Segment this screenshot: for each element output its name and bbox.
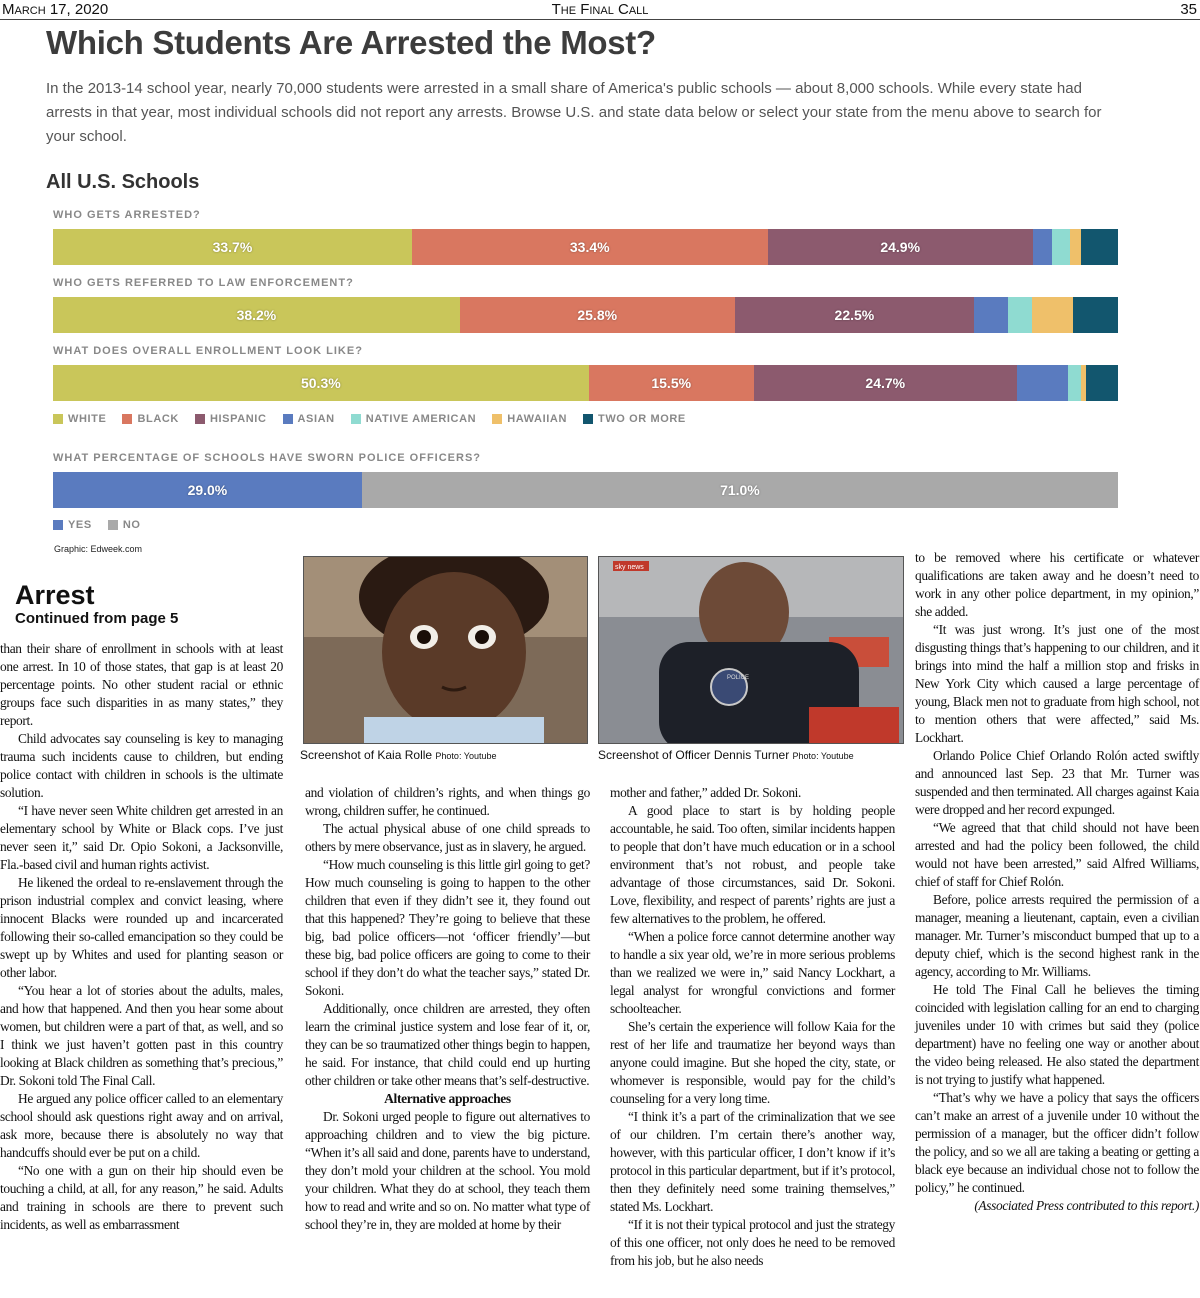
paragraph: “That’s why we have a policy that says the officers can’t make an arrest of a juvenile under 10 without the permission of a manager, but the officer didn’t follow the policy, and so we all are taking a beating or getting a black eye because an individual chose not to follow the policy,” he continued. (915, 1090, 1199, 1195)
bar-segment-hispanic: 22.5% (735, 297, 975, 333)
legend-label: HISPANIC (209, 413, 267, 425)
bar-segment-black: 25.8% (460, 297, 735, 333)
article-column-4 (915, 549, 1199, 1215)
paragraph: He likened the ordeal to re-enslavement through the prison industrial complex and convict leasing, where innocent Blacks were rounded up and incarcerated following their so-called emancipation so they could be swept up by Whites and used for planting season or other labor. (0, 875, 283, 980)
photo-credit: Photo: Youtube (435, 751, 497, 761)
legend-swatch (53, 414, 63, 424)
sky-news-badge: sky news (615, 564, 644, 571)
paragraph: “How much counseling is this little girl going to get? How much counseling is going to happen to the other children that even if they didn’t see it, they found out that this happened? They’re going to believe that these big, bad police officers—not ‘officer friendly’—but these big, bad police officers are going to come to their school if they don’t do what the teacher says,” stated Dr. Sokoni. (305, 857, 590, 998)
legend-swatch (53, 520, 63, 530)
bar-segment-two-or-more (1081, 229, 1118, 265)
paragraph: Dr. Sokoni urged people to figure out alternatives to approaching children and to view the big picture. “When it’s all said and done, parents have to understand, they don’t mold your children at the school. You mold your children. What they do at school, they teach them how to read and write and so on. No matter what type of school they’re in, they are molded at home by their (305, 1109, 590, 1232)
article-column-2 (305, 784, 590, 1234)
bar-segment-no: 71.0% (362, 472, 1118, 508)
legend-label: NATIVE AMERICAN (365, 413, 477, 425)
legend-item-native-american (351, 413, 476, 425)
bar-segment-native-american (1008, 297, 1031, 333)
bar-segment-two-or-more (1073, 297, 1118, 333)
paragraph: Before, police arrests required the permission of a manager, meaning a lieutenant, captain, even a civilian manager. Mr. Turner’s misconduct bumped that up to a deputy chief, which is the second highest rank in the agency, according to Mr. Williams. (915, 892, 1199, 979)
bar-segment-hispanic: 24.9% (768, 229, 1033, 265)
police-patch: POLICE (727, 675, 750, 681)
newspaper-name: The Final Call (551, 1, 649, 18)
legend-label: YES (68, 519, 92, 531)
infographic-subtitle: All U.S. Schools (46, 171, 200, 193)
jump-line: Continued from page 5 (15, 610, 179, 627)
infographic-title: Which Students Are Arrested the Most? (46, 24, 656, 61)
paragraph: Orlando Police Chief Orlando Rolón acted swiftly and announced last Sep. 23 that Mr. Turner was suspended and then terminated. All charges against Kaia were dropped and her record expunged. (915, 748, 1199, 817)
police-legend (53, 519, 141, 531)
paragraph: A good place to start is by holding people accountable, he said. Too often, similar incidents happen to people that don’t have much education or in a school environment that’s not robust, and people take advantage of those circumstances, said Dr. Sokoni. Love, flexibility, and respect of parents’ rights are just a few alternatives to the problem, he offered. (610, 803, 895, 926)
bar-segment-hawaiian (1070, 229, 1081, 265)
paragraph: “When a police force cannot determine another way to handle a six year old, we’re in more serious problems than we realized we were in,” said Nancy Lockhart, a legal analyst for wrongful convictions and former schoolteacher. (610, 929, 895, 1016)
legend-item-black (122, 413, 179, 425)
legend-label: TWO OR MORE (598, 413, 686, 425)
kaia-rolle-photo (303, 556, 588, 744)
legend-swatch (283, 414, 293, 424)
arrests-infographic (0, 20, 1200, 560)
article-heading (15, 580, 178, 627)
legend-swatch (195, 414, 205, 424)
bar-segment-asian (974, 297, 1008, 333)
legend-item-white (53, 413, 106, 425)
bar-segment-white: 38.2% (53, 297, 460, 333)
paragraph: Child advocates say counseling is key to managing trauma such incidents cause to children, but ending police contact with children in schools is the ultimate solution. (0, 731, 283, 800)
legend-label: NO (122, 519, 141, 531)
bar-segment-native-american (1068, 365, 1081, 401)
paragraph: “You hear a lot of stories about the adults, males, and how that happened. And then you hear some about women, but children were a part of that, as well, and so I think we just haven’t gotten past in this country looking at Black children as something that’s precious,” Dr. Sokoni told The Final Call. (0, 983, 283, 1088)
legend-item-hispanic (195, 413, 267, 425)
article-column-1 (0, 640, 283, 1234)
bar-segment-white: 50.3% (53, 365, 589, 401)
stacked-bar-police (53, 472, 1118, 508)
legend-label: BLACK (137, 413, 179, 425)
article-column-3 (610, 784, 895, 1270)
legend-swatch (108, 520, 118, 530)
legend-item-no (108, 519, 141, 531)
paragraph: “I think it’s a part of the criminalization that we see of our children. I’m certain there’s another way, however, with this particular officer, I don’t know if it’s protocol in this particular department, but if it’s protocol, then they definitely need some training themselves,” stated Ms. Lockhart. (610, 1109, 895, 1214)
paragraph: than their share of enrollment in schools with at least one arrest. In 10 of those states, that gap is at least 20 percentage points. No other student racial or ethnic groups face such disparities in as many states,” they report. (0, 641, 283, 728)
bar-segment-white: 33.7% (53, 229, 412, 265)
bar-segment-native-american (1052, 229, 1070, 265)
bar-segment-black: 15.5% (589, 365, 754, 401)
issue-date: March 17, 2020 (2, 1, 109, 18)
bar-segment-black: 33.4% (412, 229, 768, 265)
bar-segment-hawaiian (1032, 297, 1074, 333)
paragraph: He told The Final Call he believes the timing coincided with legislation calling for an end to charging juveniles under 10 with crimes but said they (police department) have no feeling one way or another about the video being released. He also stated the department is not trying to justify what happened. (915, 982, 1199, 1087)
child-illustration (304, 557, 588, 744)
legend-label: WHITE (68, 413, 107, 425)
stacked-bar-arrested (53, 229, 1118, 265)
chart-title-referred: WHO GETS REFERRED TO LAW ENFORCEMENT? (53, 277, 354, 289)
infographic-intro: In the 2013-14 school year, nearly 70,000 students were arrested in a small share of America's public schools — about 8,000 schools. While every state had arrests in that year, most individual schools did not report any arrests. Browse U.S. and state data below or select your state from the menu above to search for your school. (46, 80, 1102, 145)
legend-item-asian (283, 413, 335, 425)
legend-item-two-or-more (583, 413, 686, 425)
headline: Arrest (15, 580, 95, 610)
paragraph: “I have never seen White children get arrested in an elementary school by White or Black cops. I’ve just never seen it,” said Dr. Opio Sokoni, a Jacksonville, Fla.-based civil and human rights activist. (0, 803, 283, 872)
photo-credit: Photo: Youtube (792, 751, 854, 761)
paragraph: “No one with a gun on their hip should even be touching a child, at all, for any reason,” he said. Adults and training in schools are there to prevent such incidents, as well as embarrassment (0, 1163, 283, 1232)
legend-swatch (583, 414, 593, 424)
stacked-bar-referred (53, 297, 1118, 333)
bar-segment-asian (1017, 365, 1068, 401)
paragraph: The actual physical abuse of one child spreads to others by mere observance, just as in slavery, he argued. (305, 821, 590, 854)
legend-item-hawaiian (492, 413, 567, 425)
paragraph: Additionally, once children are arrested, they often learn the criminal justice system and lose fear of it, or, they can be so traumatized other things begin to happen, he said. For instance, that child could end up hurting other children or take other means that’s self-destructive. (305, 1001, 590, 1088)
paragraph: to be removed where his certificate or whatever qualifications are taken away and he doesn’t need to work in any other police department, in my opinion,” she added. (915, 550, 1199, 619)
subheading: Alternative approaches (384, 1091, 511, 1106)
legend-label: ASIAN (297, 413, 335, 425)
paragraph: mother and father,” added Dr. Sokoni. (610, 785, 802, 800)
legend-item-yes (53, 519, 92, 531)
paragraph: and violation of children’s rights, and when things go wrong, children suffer, he continued. (305, 785, 590, 818)
bar-segment-yes: 29.0% (53, 472, 362, 508)
race-legend (53, 413, 686, 425)
officer-photo-caption (598, 748, 854, 762)
paragraph: “It was just wrong. It’s just one of the most disgusting things that’s happening to our children, and it brings into mind the half a million stop and frisks in New York City which caused a large percentage of young, Black men not to graduate from high school, not to mention others that were affected,” said Ms. Lockhart. (915, 622, 1199, 745)
bar-segment-asian (1033, 229, 1052, 265)
chart-title-arrested: WHO GETS ARRESTED? (53, 209, 201, 221)
chart-title-enrollment: WHAT DOES OVERALL ENROLLMENT LOOK LIKE? (53, 345, 363, 357)
stacked-bar-enrollment (53, 365, 1118, 401)
officer-turner-photo (598, 556, 904, 744)
legend-label: HAWAIIAN (507, 413, 567, 425)
paragraph: He argued any police officer called to an elementary school should ask questions right away and on arrival, ask more, because there is absolutely no way that handcuffs should ever be put on a child. (0, 1091, 283, 1160)
chart-title-police: WHAT PERCENTAGE OF SCHOOLS HAVE SWORN POLICE OFFICERS? (53, 452, 482, 464)
sign-off: (Associated Press contributed to this report.) (974, 1198, 1199, 1213)
running-header (0, 0, 1200, 20)
legend-swatch (492, 414, 502, 424)
paragraph: “We agreed that that child should not have been arrested and had the policy been followed, the child would not have been arrested,” said Alfred Williams, chief of staff for Chief Rolón. (915, 820, 1199, 889)
bar-segment-hispanic: 24.7% (754, 365, 1017, 401)
page-number: 35 (1180, 1, 1197, 18)
bar-segment-two-or-more (1086, 365, 1118, 401)
legend-swatch (351, 414, 361, 424)
paragraph: She’s certain the experience will follow Kaia for the rest of her life and traumatize her beyond ways than anyone could imagine. But she hoped the city, state, or whomever is responsible, would pay for the child’s counseling for a very long time. (610, 1019, 895, 1106)
officer-illustration (599, 557, 904, 744)
caption-text: Screenshot of Officer Dennis Turner (598, 748, 790, 762)
caption-text: Screenshot of Kaia Rolle (300, 748, 433, 762)
paragraph: “If it is not their typical protocol and just the strategy of this one officer, not only does he need to be removed from his job, but he also needs (610, 1217, 895, 1268)
kaia-photo-caption (300, 748, 496, 762)
graphic-credit: Graphic: Edweek.com (54, 544, 143, 554)
legend-swatch (122, 414, 132, 424)
